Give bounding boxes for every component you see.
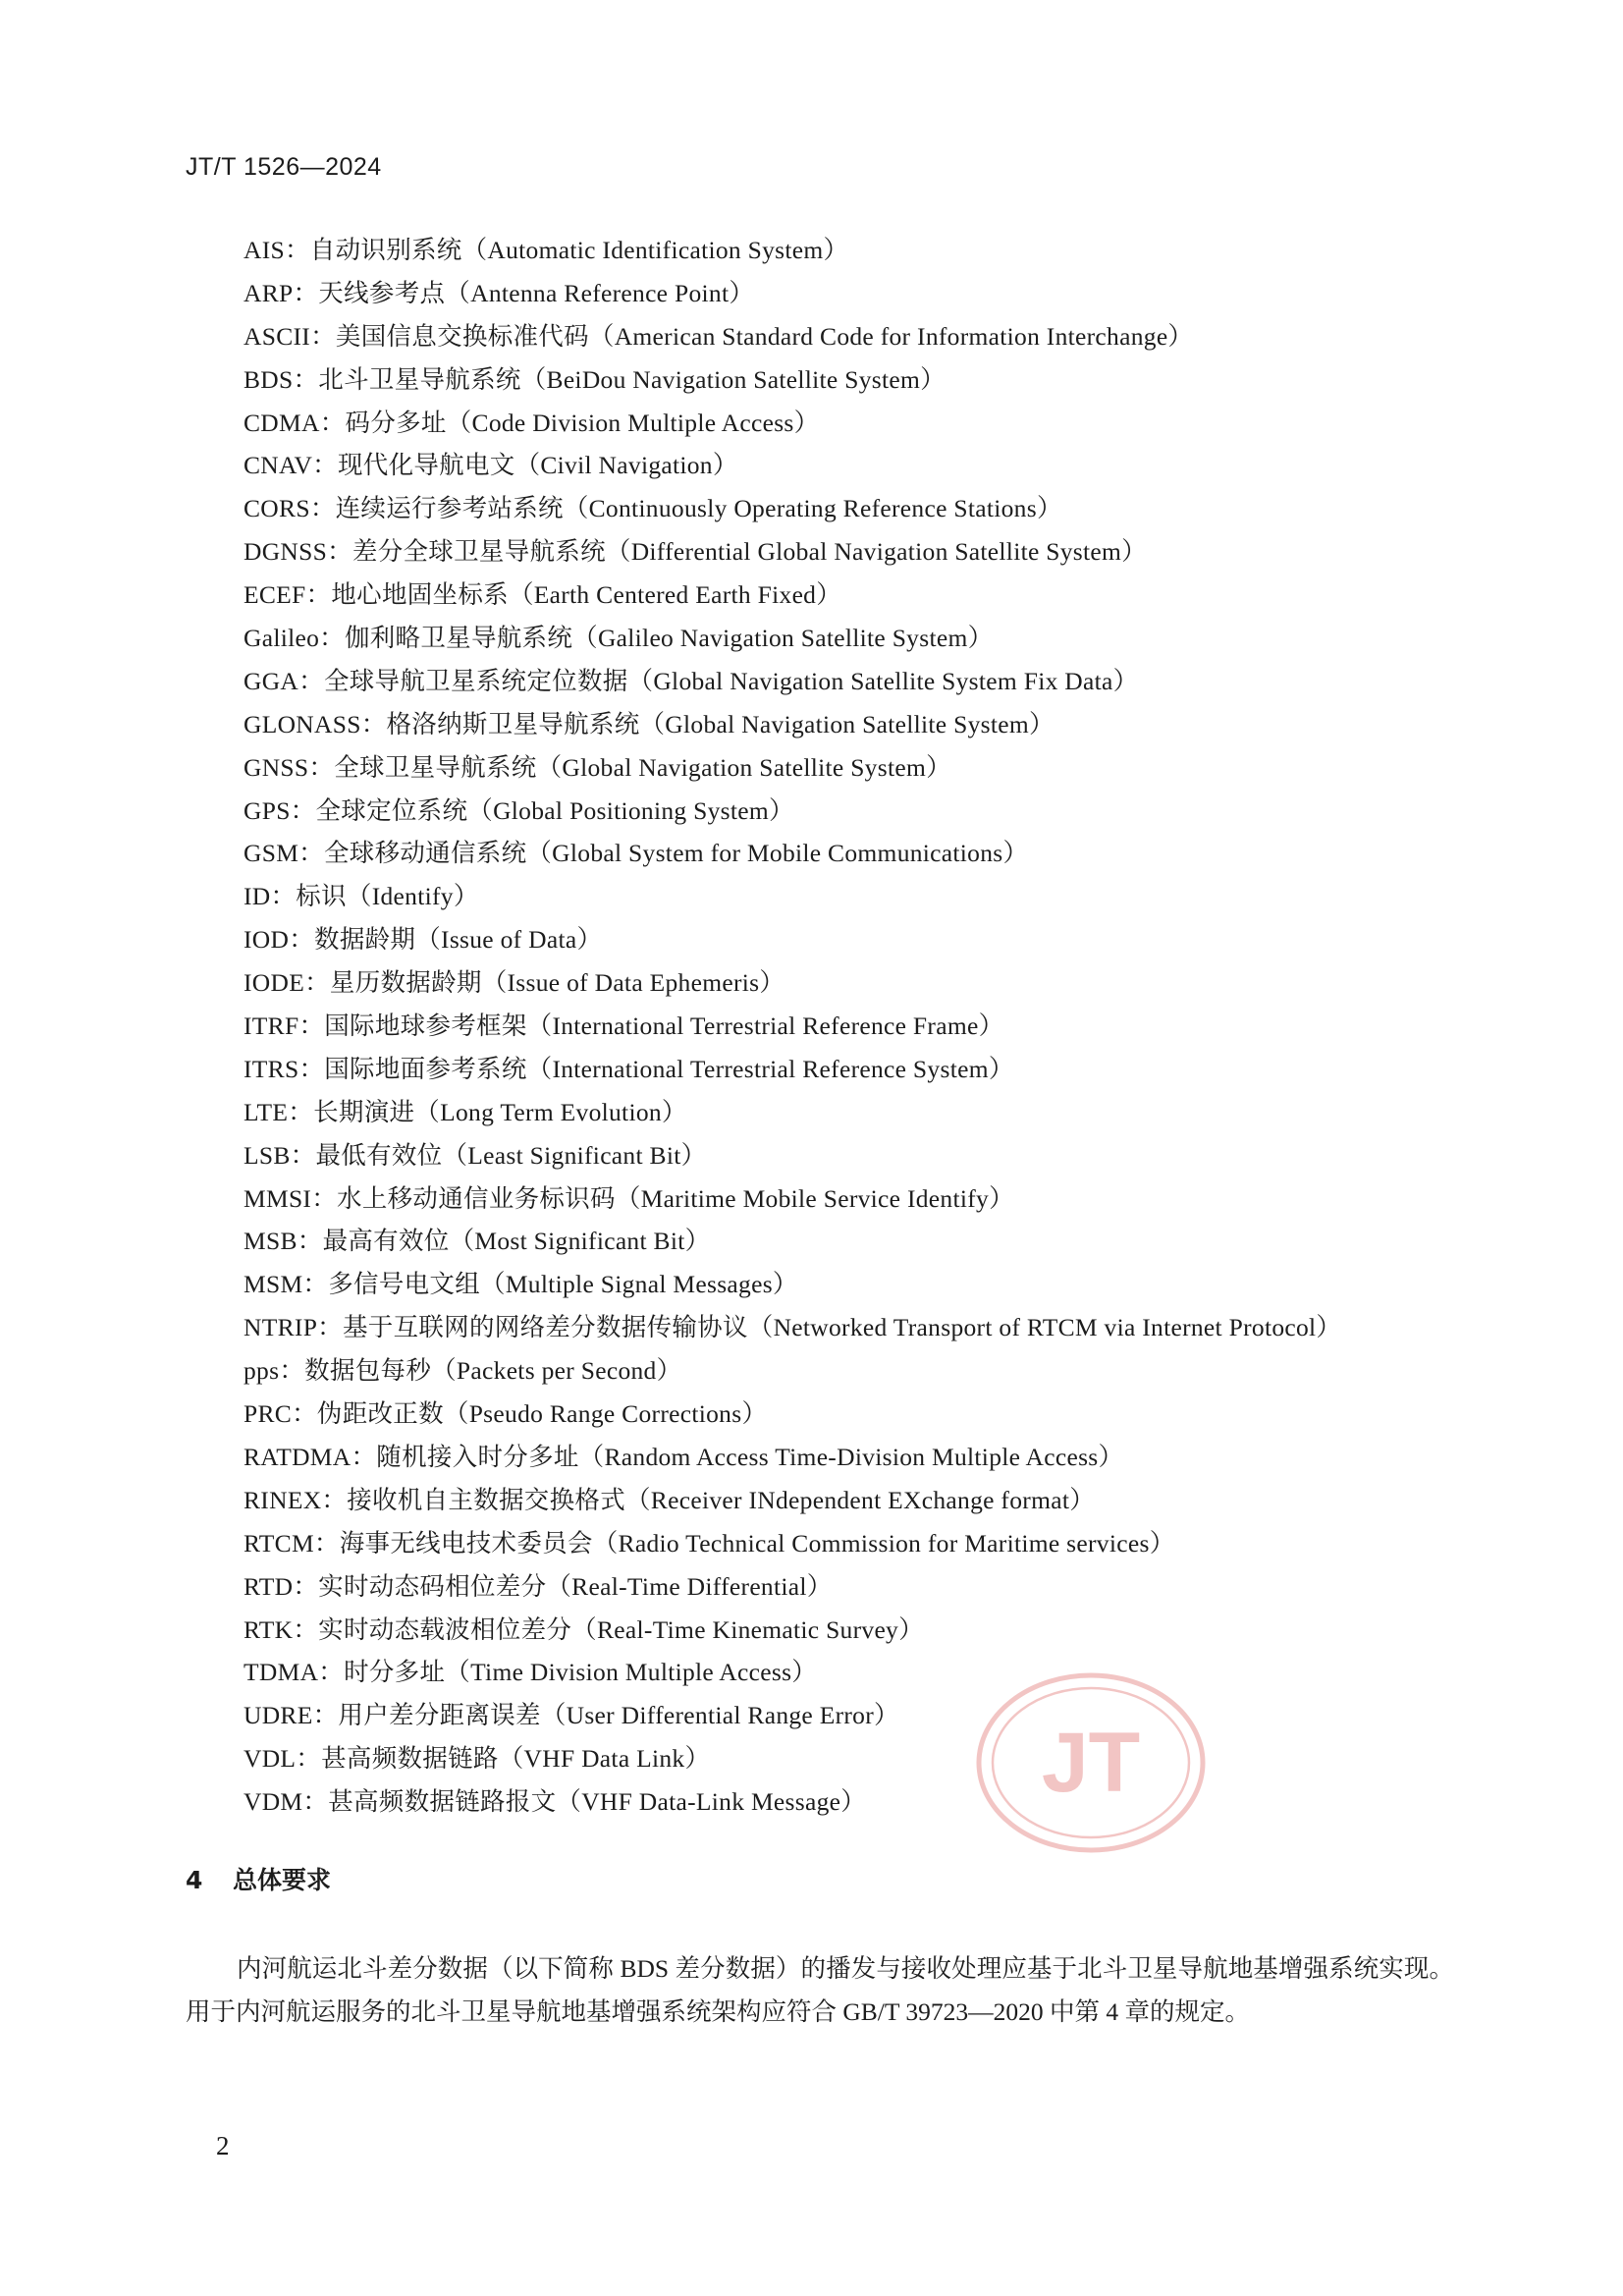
abbreviation-item: RTK：实时动态载波相位差分（Real-Time Kinematic Survey）: [243, 1614, 924, 1644]
abbreviation-list: [243, 229, 1520, 1824]
abbreviation-item: ASCII：美国信息交换标准代码（American Standard Code for Information Interchange）: [243, 321, 1194, 351]
abbreviation-item: VDM：甚高频数据链路报文（VHF Data-Link Message）: [243, 1787, 867, 1817]
section-title: 总体要求: [233, 1866, 332, 1894]
abbreviation-item: RTCM：海事无线电技术委员会（Radio Technical Commission for Maritime services）: [243, 1528, 1175, 1558]
section-number: 4: [186, 1866, 203, 1894]
abbreviation-item: GNSS：全球卫星导航系统（Global Navigation Satellite System）: [243, 752, 951, 782]
abbreviation-item: ECEF：地心地固坐标系（Earth Centered Earth Fixed）: [243, 580, 842, 610]
abbreviation-item: MSM：多信号电文组（Multiple Signal Messages）: [243, 1270, 798, 1299]
abbreviation-item: AIS：自动识别系统（Automatic Identification System）: [243, 236, 849, 264]
abbreviation-item: NTRIP：基于互联网的网络差分数据传输协议（Networked Transport of RTCM via Internet Protocol）: [243, 1313, 1342, 1342]
abbreviation-item: ARP：天线参考点（Antenna Reference Point）: [243, 278, 755, 307]
page-number: 2: [216, 2131, 230, 2160]
abbreviation-item: CORS：连续运行参考站系统（Continuously Operating Reference Stations）: [243, 494, 1062, 523]
abbreviation-item: RTD：实时动态码相位差分（Real-Time Differential）: [243, 1571, 833, 1601]
abbreviation-item: pps：数据包每秒（Packets per Second）: [243, 1356, 682, 1386]
abbreviation-item: VDL：甚高频数据链路（VHF Data Link）: [243, 1744, 711, 1774]
abbreviation-item: PRC：伪距改正数（Pseudo Range Corrections）: [243, 1399, 768, 1429]
seal-logo-text: JT: [1041, 1716, 1141, 1810]
section-paragraph: 内河航运北斗差分数据（以下简称 BDS 差分数据）的播发与接收处理应基于北斗卫星导航地基增强系统实现。用于内河航运服务的北斗卫星导航地基增强系统架构应符合 GB/T 39723—2020 中第 4 章的规定。: [186, 1954, 1454, 2026]
abbreviation-item: DGNSS：差分全球卫星导航系统（Differential Global Navigation Satellite System）: [243, 537, 1147, 567]
abbreviation-item: Galileo：伽利略卫星导航系统（Galileo Navigation Satellite System）: [243, 624, 994, 653]
abbreviation-item: MSB：最高有效位（Most Significant Bit）: [243, 1227, 711, 1256]
abbreviation-item: LSB：最低有效位（Least Significant Bit）: [243, 1140, 707, 1170]
abbreviation-item: LTE：长期演进（Long Term Evolution）: [243, 1097, 687, 1126]
abbreviation-item: GPS：全球定位系统（Global Positioning System）: [243, 795, 794, 825]
abbreviation-item: GGA：全球导航卫星系统定位数据（Global Navigation Satellite System Fix Data）: [243, 666, 1139, 695]
abbreviation-item: IOD：数据龄期（Issue of Data）: [243, 925, 603, 955]
abbreviation-item: RINEX：接收机自主数据交换格式（Receiver INdependent EXchange format）: [243, 1485, 1096, 1514]
abbreviation-item: BDS：北斗卫星导航系统（BeiDou Navigation Satellite System）: [243, 364, 946, 394]
abbreviation-item: GSM：全球移动通信系统（Global System for Mobile Communications）: [243, 839, 1029, 868]
abbreviation-item: GLONASS：格洛纳斯卫星导航系统（Global Navigation Satellite System）: [243, 709, 1055, 738]
abbreviation-item: ITRS：国际地面参考系统（International Terrestrial Reference System）: [243, 1054, 1014, 1083]
abbreviation-item: CNAV：现代化导航电文（Civil Navigation）: [243, 451, 738, 480]
abbreviation-item: IODE：星历数据龄期（Issue of Data Ephemeris）: [243, 968, 785, 998]
jt-seal-watermark: [974, 1669, 1208, 1856]
abbreviation-item: TDMA：时分多址（Time Division Multiple Access）: [243, 1658, 818, 1687]
section-heading: [186, 1863, 331, 1898]
abbreviation-item: ID：标识（Identify）: [243, 882, 479, 911]
abbreviation-item: RATDMA：随机接入时分多址（Random Access Time-Division Multiple Access）: [243, 1442, 1124, 1471]
abbreviation-item: UDRE：用户差分距离误差（User Differential Range Error）: [243, 1701, 899, 1730]
standard-code-header: JT/T 1526—2024: [186, 153, 382, 181]
abbreviation-item: CDMA：码分多址（Code Division Multiple Access）: [243, 408, 820, 437]
abbreviation-item: ITRF：国际地球参考框架（International Terrestrial Reference Frame）: [243, 1011, 1004, 1041]
abbreviation-item: MMSI：水上移动通信业务标识码（Maritime Mobile Service Identify）: [243, 1183, 1014, 1213]
